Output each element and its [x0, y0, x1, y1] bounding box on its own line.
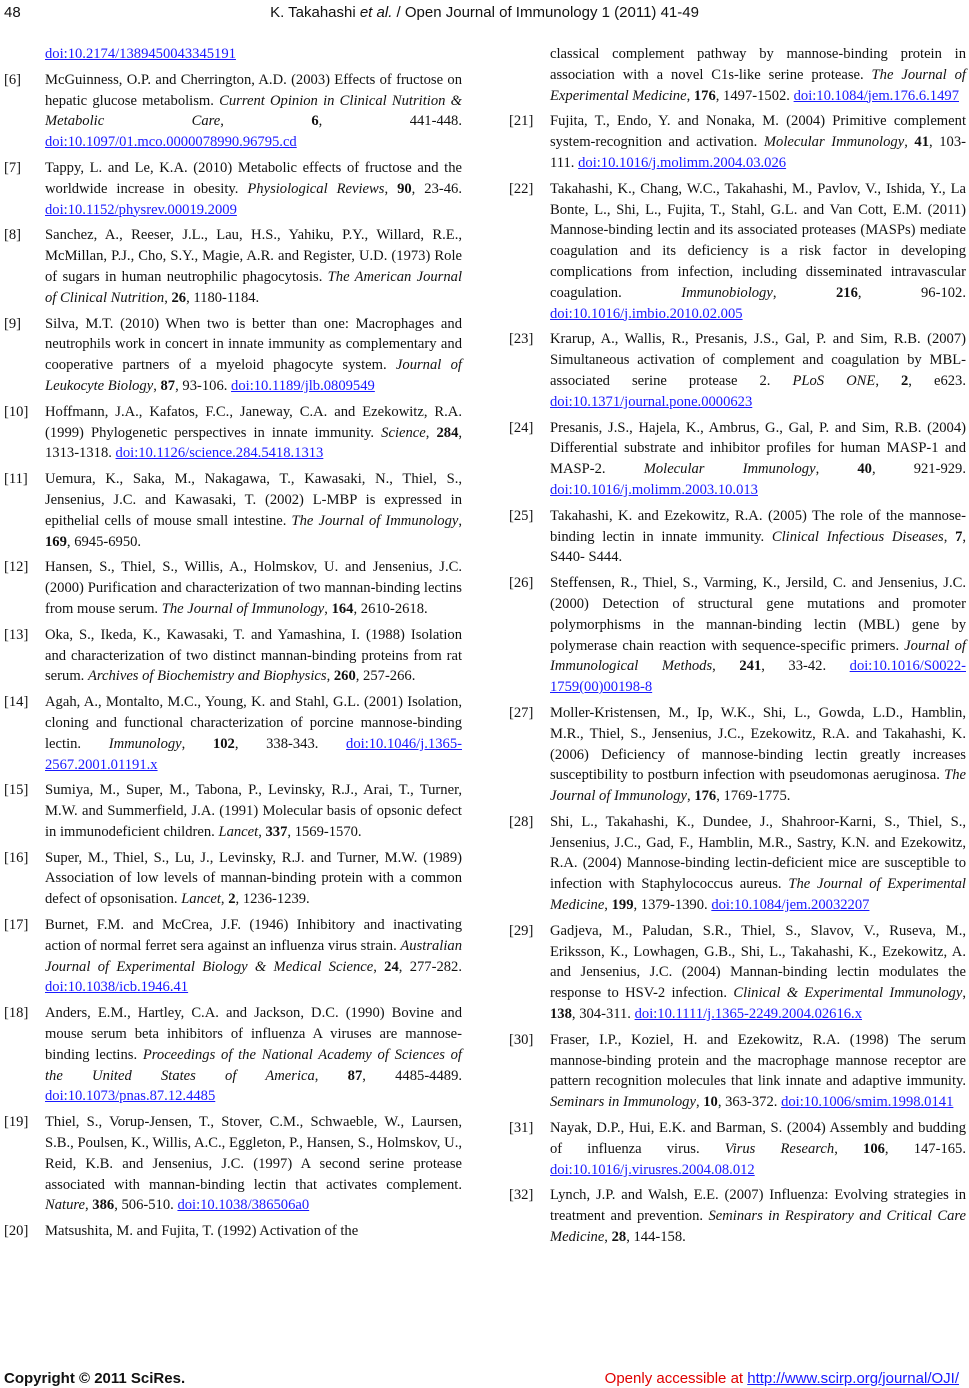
reference-number: [12] — [4, 559, 29, 576]
doi-link[interactable]: doi:10.1006/smim.1998.0141 — [781, 1094, 954, 1111]
doi-link[interactable]: doi:10.1189/jlb.0809549 — [231, 377, 375, 394]
journal-title: Current Opinion in Clinical Nutrition & Metabolic Care — [45, 92, 462, 130]
reference-text: , 1180-1184. — [186, 289, 260, 306]
reference-entry — [4, 1221, 462, 1242]
journal-title: Molecular Immunology — [643, 461, 816, 478]
doi-link[interactable]: doi:10.1038/386506a0 — [177, 1197, 310, 1214]
volume-number: 2 — [228, 891, 236, 908]
reference-text: , — [314, 1067, 348, 1084]
reference-text: Hoffmann, J.A., Kafatos, F.C., Janeway, C.A. and Ezekowitz, R.A. (1999) Phylogenetic perspectives in innate immunity. — [45, 403, 462, 441]
reference-entry — [509, 418, 966, 501]
reference-entry — [4, 1112, 462, 1216]
reference-number: [18] — [4, 1005, 29, 1022]
reference-entry — [509, 812, 966, 916]
reference-text: , — [712, 658, 740, 675]
volume-number: 199 — [611, 897, 634, 914]
reference-text: Agah, A., Montalto, M.C., Young, K. and Stahl, G.L. (2001) Isolation, cloning and functional characterization of porcine mannose-binding lectin. — [45, 694, 462, 752]
reference-text: Takahashi, K., Chang, W.C., Takahashi, M., Pavlov, V., Ishida, Y., La Bonte, L., Shi, L., Fujita, T., Stahl, G.L. and Van Cott, E.M. (2011) Mannose-binding lectin and its associated proteases (MASPs) mediate coagulation and its deficiency is a risk factor in developing complications from infection, including disseminated intravascular coagulation. — [550, 180, 966, 301]
reference-number: [23] — [509, 331, 534, 348]
access-text: Openly accessible at — [604, 1370, 748, 1387]
journal-title: The Journal of Immunology — [161, 600, 325, 617]
reference-entry — [4, 625, 462, 687]
doi-link[interactable]: doi:10.1152/physrev.00019.2009 — [45, 201, 237, 218]
reference-number: [13] — [4, 626, 29, 643]
reference-text: , 4485-4489. — [362, 1067, 463, 1084]
journal-title: Lancet — [218, 823, 259, 840]
reference-text: , — [604, 1229, 612, 1246]
reference-text: , 921-929. — [871, 461, 967, 478]
reference-entry — [509, 329, 966, 412]
journal-title: The Journal of Immunology — [550, 767, 966, 805]
reference-number: [7] — [4, 159, 22, 176]
page-header — [0, 4, 969, 26]
doi-link[interactable]: doi:10.1084/jem.176.6.1497 — [793, 87, 959, 104]
reference-text: , — [458, 512, 462, 529]
reference-entry — [4, 70, 462, 153]
reference-entry — [4, 225, 462, 308]
doi-link[interactable]: doi:10.1016/j.imbio.2010.02.005 — [550, 305, 743, 322]
reference-entry — [4, 557, 462, 619]
reference-text: , — [181, 735, 213, 752]
volume-number: 90 — [397, 180, 412, 197]
reference-text: Tappy, L. and Le, K.A. (2010) Metabolic effects of fructose and the worldwide increase in obesity. — [45, 159, 462, 197]
doi-link[interactable]: doi:10.1084/jem.20032207 — [711, 897, 870, 914]
journal-title: The Journal of Experimental Medicine — [550, 876, 966, 914]
reference-entry — [4, 1003, 462, 1107]
journal-title: The Journal of Immunology — [291, 512, 459, 529]
reference-text: , 1569-1570. — [287, 823, 362, 840]
volume-number: 106 — [863, 1140, 885, 1157]
reference-text: , 257-266. — [355, 668, 416, 685]
reference-number: [11] — [4, 471, 28, 488]
reference-number: [15] — [4, 782, 29, 799]
volume-number: 10 — [703, 1094, 718, 1111]
reference-number: [21] — [509, 113, 534, 130]
volume-number: 87 — [347, 1067, 363, 1084]
reference-text: , 96-102. — [857, 284, 966, 301]
journal-title: Lancet — [181, 891, 221, 908]
volume-number: 87 — [160, 377, 176, 394]
reference-text: , — [324, 600, 332, 617]
reference-text: , 1497-1502. — [715, 87, 794, 104]
reference-text: Super, M., Thiel, S., Lu, J., Levinsky, R.J. and Turner, M.W. (1989) Association of low levels of mannan-binding protein with a common defect of opsonisation. — [45, 849, 462, 908]
doi-link[interactable]: doi:10.2174/1389450043345191 — [45, 46, 236, 62]
reference-text: , — [834, 1140, 864, 1157]
volume-number: 216 — [835, 284, 858, 301]
volume-number: 6 — [311, 113, 319, 130]
journal-title: Clinical & Experimental Immunology — [733, 985, 963, 1002]
reference-text: Fujita, T., Endo, Y. and Nonaka, M. (2004) Primitive complement system-recognition and activation. — [550, 113, 966, 151]
reference-text: , — [326, 668, 334, 685]
volume-number: 169 — [45, 533, 67, 550]
journal-title: Nature — [45, 1197, 85, 1214]
reference-text: , 147-165. — [884, 1140, 966, 1157]
reference-entry — [509, 111, 966, 173]
volume-number: 241 — [739, 658, 762, 675]
reference-text: Gadjeva, M., Paludan, S.R., Thiel, S., Slavov, V., Ruseva, M., Eriksson, K., Lowhagen, G.B., Shi, L., Takahashi, K., Ezekowitz, A. and Jensenius, J.C. (2004) Mannan-binding lectin modulates the response to HSV-2 infection. — [550, 922, 966, 1002]
volume-number: 41 — [914, 134, 930, 151]
reference-text: , S440- S444. — [550, 528, 967, 566]
reference-number: [29] — [509, 922, 534, 939]
reference-text: , 1769-1775. — [716, 788, 791, 805]
journal-title: Physiological Reviews — [247, 180, 385, 197]
reference-text: , — [604, 897, 612, 914]
reference-text: classical complement pathway by mannose-binding protein in association with a novel C1s-like serine protease. — [550, 46, 966, 83]
journal-title: Clinical Infectious Diseases — [771, 528, 944, 545]
doi-link[interactable]: doi:10.1371/journal.pone.0000623 — [550, 393, 753, 410]
reference-number: [28] — [509, 813, 534, 830]
reference-text: , — [695, 1094, 704, 1111]
reference-number: [10] — [4, 403, 29, 420]
volume-number: 26 — [171, 289, 187, 306]
reference-text: Sumiya, M., Super, M., Tabona, P., Levinsky, R.J., Arai, T., Turner, M.W. and Summerfield, J.A. (1991) Molecular basis of opsonic defect in immunodeficient children. — [45, 782, 462, 840]
reference-text: Nayak, D.P., Hui, E.K. and Barman, S. (2004) Assembly and budding of influenza virus. — [550, 1120, 966, 1157]
reference-entry — [509, 506, 966, 568]
reference-text: , — [220, 113, 312, 130]
reference-text: Uemura, K., Saka, M., Nakagawa, T., Kawasaki, N., Thiel, S., Jensenius, J.C. and Kawasaki, T. (2002) L-MBP is expressed in epithelial cells of mouse small intestine. — [45, 471, 462, 529]
reference-text: Presanis, J.S., Hajela, K., Ambrus, G., Gal, P. and Sim, R.B. (2004) Differential substrate and inhibitor profiles for human MASP-1 and MASP-2. — [550, 419, 966, 478]
reference-number: [30] — [509, 1031, 534, 1048]
running-head — [0, 4, 969, 21]
reference-text: , — [258, 823, 266, 840]
doi-link[interactable]: doi:10.1038/icb.1946.41 — [45, 979, 189, 996]
journal-title: Seminars in Respiratory and Critical Care Medicine — [550, 1208, 966, 1246]
reference-entry — [509, 573, 966, 698]
reference-text: , — [943, 528, 956, 545]
reference-text: Moller-Kristensen, M., Ip, W.K., Shi, L., Gowda, L.D., Hamblin, M.R., Thiel, S., Jensenius, J.C., Ezekowitz, R.A. and Takahashi, K. (2006) Deficiency of mannose-binding lectin greatly increases susceptibility to postburn infection with pseudomonas aeruginosa. — [550, 704, 966, 784]
reference-entry — [509, 179, 966, 325]
reference-text: , — [425, 424, 437, 441]
page-number: 48 — [4, 4, 21, 21]
volume-number: 28 — [611, 1229, 627, 1246]
reference-text: Sanchez, A., Reeser, J.L., Lau, H.S., Yahiku, P.Y., Willard, R.E., McMillan, P.J., Cho, S.Y., Magie, A.R. and Register, U.D. (1973) Role of sugars in human neutrophilic phagocytosis. — [45, 227, 462, 285]
reference-text: , — [373, 958, 385, 975]
journal-title: Archives of Biochemistry and Biophysics — [87, 668, 327, 685]
doi-link[interactable]: doi:10.1126/science.284.5418.1313 — [115, 445, 324, 462]
reference-entry — [4, 158, 462, 220]
reference-text: Lynch, J.P. and Walsh, E.E. (2007) Influenza: Evolving strategies in treatment and prevention. — [550, 1187, 966, 1225]
reference-text: Matsushita, M. and Fujita, T. (1992) Activation of the — [45, 1223, 359, 1240]
reference-entry — [4, 848, 462, 910]
doi-link[interactable]: doi:10.1016/S0022-1759(00)00198-8 — [550, 658, 966, 696]
volume-number: 260 — [333, 668, 356, 685]
running-head-text: K. Takahashi — [270, 4, 360, 21]
doi-link[interactable]: doi:10.1046/j.1365-2567.2001.01191.x — [45, 735, 462, 773]
reference-entry — [509, 703, 966, 807]
references-right-column — [509, 44, 966, 1253]
reference-text: Hansen, S., Thiel, S., Willis, A., Holmskov, U. and Jensenius, J.C. (2000) Purification and characterization of two mannan-binding lectins from mouse serum. — [45, 559, 462, 617]
reference-text: , 441-448. — [318, 113, 462, 130]
reference-entry — [509, 1118, 966, 1180]
journal-title: Proceedings of the National Academy of Sciences of the United States of America — [45, 1046, 462, 1084]
reference-text: , 506-510. — [114, 1197, 178, 1214]
page-footer — [0, 1350, 969, 1387]
reference-text: Oka, S., Ikeda, K., Kawasaki, T. and Yamashina, I. (1988) Isolation and characterization of two distinct mannan-binding proteins from rat serum. — [45, 626, 462, 685]
volume-number: 7 — [955, 528, 963, 545]
doi-link[interactable]: doi:10.1016/j.virusres.2004.08.012 — [550, 1161, 755, 1178]
reference-entry — [4, 314, 462, 397]
reference-text: , — [962, 985, 966, 1002]
reference-text: Burnet, F.M. and McCrea, J.F. (1946) Inhibitory and inactivating action of normal ferret sera against an influenza virus strain. — [45, 917, 462, 954]
reference-text: , 144-158. — [626, 1229, 686, 1246]
reference-text: , 23-46. — [411, 180, 463, 197]
journal-title: Science — [381, 424, 426, 441]
reference-text: Thiel, S., Vorup-Jensen, T., Stover, C.M., Schwaeble, W., Laursen, S.B., Poulsen, K., Willis, A.C., Eggleton, P., Hansen, S., Holmskov, U., Reid, K.B. and Jensenius, J.C. (1997) A second serine protease associated with mannan-binding lectin that activates complement. — [45, 1114, 462, 1193]
journal-title: Journal of Leukocyte Biology — [45, 357, 462, 394]
reference-entry — [4, 915, 462, 998]
volume-number: 164 — [331, 600, 354, 617]
reference-text: , 103-111. — [550, 134, 966, 171]
volume-number: 2 — [901, 372, 909, 389]
reference-text: , 2610-2618. — [353, 600, 428, 617]
reference-number: [8] — [4, 227, 22, 244]
doi-link[interactable]: doi:10.1016/j.molimm.2004.03.026 — [578, 154, 787, 171]
volume-number: 102 — [212, 735, 235, 752]
reference-number: [22] — [509, 180, 534, 197]
reference-text: , — [815, 461, 858, 478]
reference-text: Krarup, A., Wallis, R., Presanis, J.S., Gal, P. and Sim, R.B. (2007) Simultaneous activation of complement and coagulation by MBL-associated serine protease 2. — [550, 331, 966, 389]
reference-number: [17] — [4, 917, 29, 934]
reference-text: , — [772, 284, 836, 301]
reference-text: , 93-106. — [175, 377, 232, 394]
reference-number: [26] — [509, 575, 534, 592]
reference-number: [14] — [4, 694, 29, 711]
reference-continuation — [509, 44, 966, 106]
journal-title: Australian Journal of Experimental Biology & Medical Science — [45, 937, 463, 975]
reference-number: [6] — [4, 71, 22, 88]
volume-number: 284 — [436, 424, 459, 441]
reference-text: Anders, E.M., Hartley, C.A. and Jackson, D.C. (1990) Bovine and mouse serum beta inhibitors of influenza A viruses are mannose-binding lectins. — [45, 1005, 462, 1063]
reference-entry — [4, 402, 462, 464]
reference-text: , — [686, 87, 694, 104]
reference-text: Steffensen, R., Thiel, S., Varming, K., Jersild, C. and Jensenius, J.C. (2000) Detection of structural gene mutations and promoter polymorphisms in the mannan-binding lectin (MBL) gene by polymerase chain reaction with sequence-specific primers. — [550, 575, 966, 654]
reference-text: , — [220, 891, 229, 908]
copyright-notice: Copyright © 2011 SciRes. — [4, 1370, 186, 1387]
journal-title: Seminars in Immunology — [550, 1094, 696, 1111]
reference-number: [25] — [509, 507, 534, 524]
reference-text: , 33-42. — [761, 658, 850, 675]
reference-text: , 1379-1390. — [633, 897, 712, 914]
journal-title: Immunobiology — [681, 284, 773, 301]
running-head-text: et al. — [359, 4, 393, 21]
journal-link[interactable]: http://www.scirp.org/journal/OJI/ — [747, 1370, 959, 1387]
reference-number: [19] — [4, 1114, 29, 1131]
reference-text: , 338-343. — [234, 735, 347, 752]
reference-text: , e623. — [908, 372, 966, 389]
doi-link[interactable]: doi:10.1097/01.mco.0000078990.96795.cd — [45, 134, 297, 151]
volume-number: 176 — [693, 87, 716, 104]
references-left-column — [4, 44, 462, 1247]
volume-number: 176 — [694, 788, 717, 805]
reference-entry — [509, 1030, 966, 1113]
running-head-text: / Open Journal of Immunology 1 (2011) 41-49 — [392, 4, 699, 21]
access-notice — [605, 1370, 959, 1387]
reference-text: , — [153, 377, 161, 394]
reference-number: [32] — [509, 1187, 534, 1204]
reference-number: [20] — [4, 1223, 29, 1240]
reference-text: , — [85, 1197, 93, 1214]
journal-title: Immunology — [108, 735, 182, 752]
reference-number: [9] — [4, 315, 22, 332]
reference-number: [16] — [4, 849, 29, 866]
reference-text: , 363-372. — [717, 1094, 782, 1111]
reference-text: Shi, L., Takahashi, K., Dundee, J., Shahroor-Karni, S., Thiel, S., Jensenius, J.C., Gad, F., Hamblin, M.R., Sastry, K.N. and Ezekowitz, R.A. (2004) Mannose-binding lectin-deficient mice are susceptible to infection with Staphylococcus aureus. — [550, 813, 966, 893]
journal-title: PLoS ONE — [792, 372, 876, 389]
reference-text: McGuinness, O.P. and Cherrington, A.D. (2003) Effects of fructose on hepatic glucose metabolism. — [45, 71, 462, 109]
reference-number: [31] — [509, 1120, 534, 1137]
reference-text: , 6945-6950. — [66, 533, 142, 550]
journal-title: The Journal of Experimental Medicine — [550, 66, 966, 104]
reference-text: , — [904, 134, 915, 151]
reference-text: Fraser, I.P., Koziel, H. and Ezekowitz, R.A. (1998) The serum mannose-binding protein and the macrophage mannose receptor are pattern recognition molecules that link innate and adaptive immunity. — [550, 1031, 966, 1090]
volume-number: 24 — [384, 958, 399, 975]
reference-entry — [509, 1185, 966, 1247]
reference-text: , — [384, 180, 398, 197]
reference-entry — [4, 469, 462, 552]
volume-number: 40 — [857, 461, 872, 478]
doi-link[interactable]: doi:10.1111/j.1365-2249.2004.02616.x — [634, 1006, 863, 1023]
reference-continuation — [4, 44, 462, 65]
doi-link[interactable]: doi:10.1016/j.molimm.2003.10.013 — [550, 481, 758, 498]
reference-text: , 304-311. — [571, 1006, 635, 1023]
reference-entry — [4, 780, 462, 842]
volume-number: 386 — [92, 1197, 115, 1214]
reference-text: , — [164, 289, 172, 306]
reference-text: , 1236-1239. — [235, 891, 310, 908]
reference-number: [24] — [509, 419, 534, 436]
reference-number: [27] — [509, 704, 534, 721]
reference-text: Takahashi, K. and Ezekowitz, R.A. (2005) The role of the mannose-binding lectin in innate immunity. — [550, 507, 966, 545]
journal-title: Journal of Immunological Methods — [550, 637, 966, 675]
reference-entry — [509, 921, 966, 1025]
reference-text: , 277-282. — [398, 958, 462, 975]
reference-text: , 1313-1318. — [45, 424, 463, 462]
volume-number: 138 — [550, 1006, 572, 1023]
reference-text: , — [875, 372, 901, 389]
volume-number: 337 — [265, 823, 288, 840]
journal-title: The American Journal of Clinical Nutrition — [45, 268, 463, 306]
doi-link[interactable]: doi:10.1073/pnas.87.12.4485 — [45, 1088, 216, 1105]
journal-title: Virus Research — [724, 1140, 835, 1157]
reference-text: , — [687, 788, 695, 805]
reference-entry — [4, 692, 462, 775]
reference-text: Silva, M.T. (2010) When two is better than one: Macrophages and neutrophils work in concert in innate immunity as complementary and cooperative partners of a myeloid phagocyte system. — [45, 315, 462, 374]
journal-title: Molecular Immunology — [763, 134, 905, 151]
